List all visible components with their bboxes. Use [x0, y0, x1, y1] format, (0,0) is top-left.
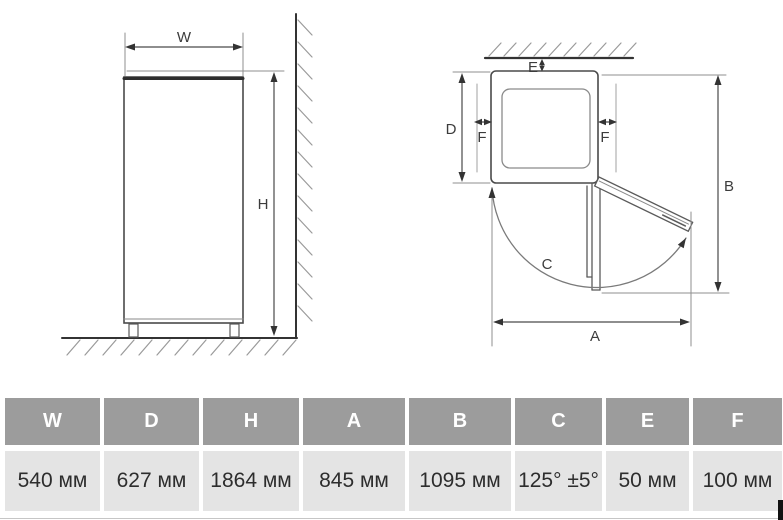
dim-d: [446, 72, 490, 183]
door-open-max: [595, 177, 693, 231]
table-header-cell: F: [693, 398, 782, 445]
top-wall-hatching: [489, 43, 636, 56]
corner-artifact-bar: [778, 500, 783, 520]
table-header-cell: C: [515, 398, 602, 445]
table-header-cell: D: [104, 398, 199, 445]
fridge-foot-left: [129, 324, 138, 337]
table-value-cell: 1095 мм: [409, 451, 511, 511]
dim-a-label: A: [589, 328, 601, 345]
dim-f-right-label: F: [600, 129, 610, 146]
dimensions-table: [5, 398, 782, 511]
dim-e-label: E: [527, 59, 538, 76]
table-header-cell: H: [203, 398, 299, 445]
dim-f-right: [598, 84, 617, 172]
dimensions-table-value-row: [5, 445, 782, 511]
door-open-90: [587, 183, 600, 290]
table-value-cell: 540 мм: [5, 451, 100, 511]
top-view-diagram: [446, 43, 734, 346]
dim-d-label: D: [445, 121, 457, 138]
wall-hatching: [298, 20, 312, 321]
fridge-front-outline: [124, 77, 243, 323]
dim-w-label: W: [176, 29, 192, 46]
table-header-cell: E: [606, 398, 689, 445]
page-bottom-rule: [0, 518, 783, 519]
floor-hatching: [67, 340, 296, 355]
table-value-cell: 100 мм: [693, 451, 782, 511]
table-value-cell: 125° ±5°: [515, 451, 602, 511]
table-value-cell: 627 мм: [104, 451, 199, 511]
fridge-foot-right: [230, 324, 239, 337]
dim-b-label: B: [724, 178, 735, 195]
table-header-cell: B: [409, 398, 511, 445]
table-value-cell: 50 мм: [606, 451, 689, 511]
dim-h-label: H: [257, 196, 269, 213]
dimensions-table-header-row: [5, 398, 782, 445]
dim-f-left-label: F: [477, 129, 487, 146]
table-value-cell: 1864 мм: [203, 451, 299, 511]
front-view-diagram: [62, 14, 312, 355]
dim-f-left: [474, 84, 492, 172]
dim-c-label: C: [541, 256, 553, 273]
dim-w: [125, 29, 243, 76]
table-header-cell: A: [303, 398, 405, 445]
table-value-cell: 845 мм: [303, 451, 405, 511]
fridge-top-outline: [491, 71, 598, 183]
table-header-cell: W: [5, 398, 100, 445]
